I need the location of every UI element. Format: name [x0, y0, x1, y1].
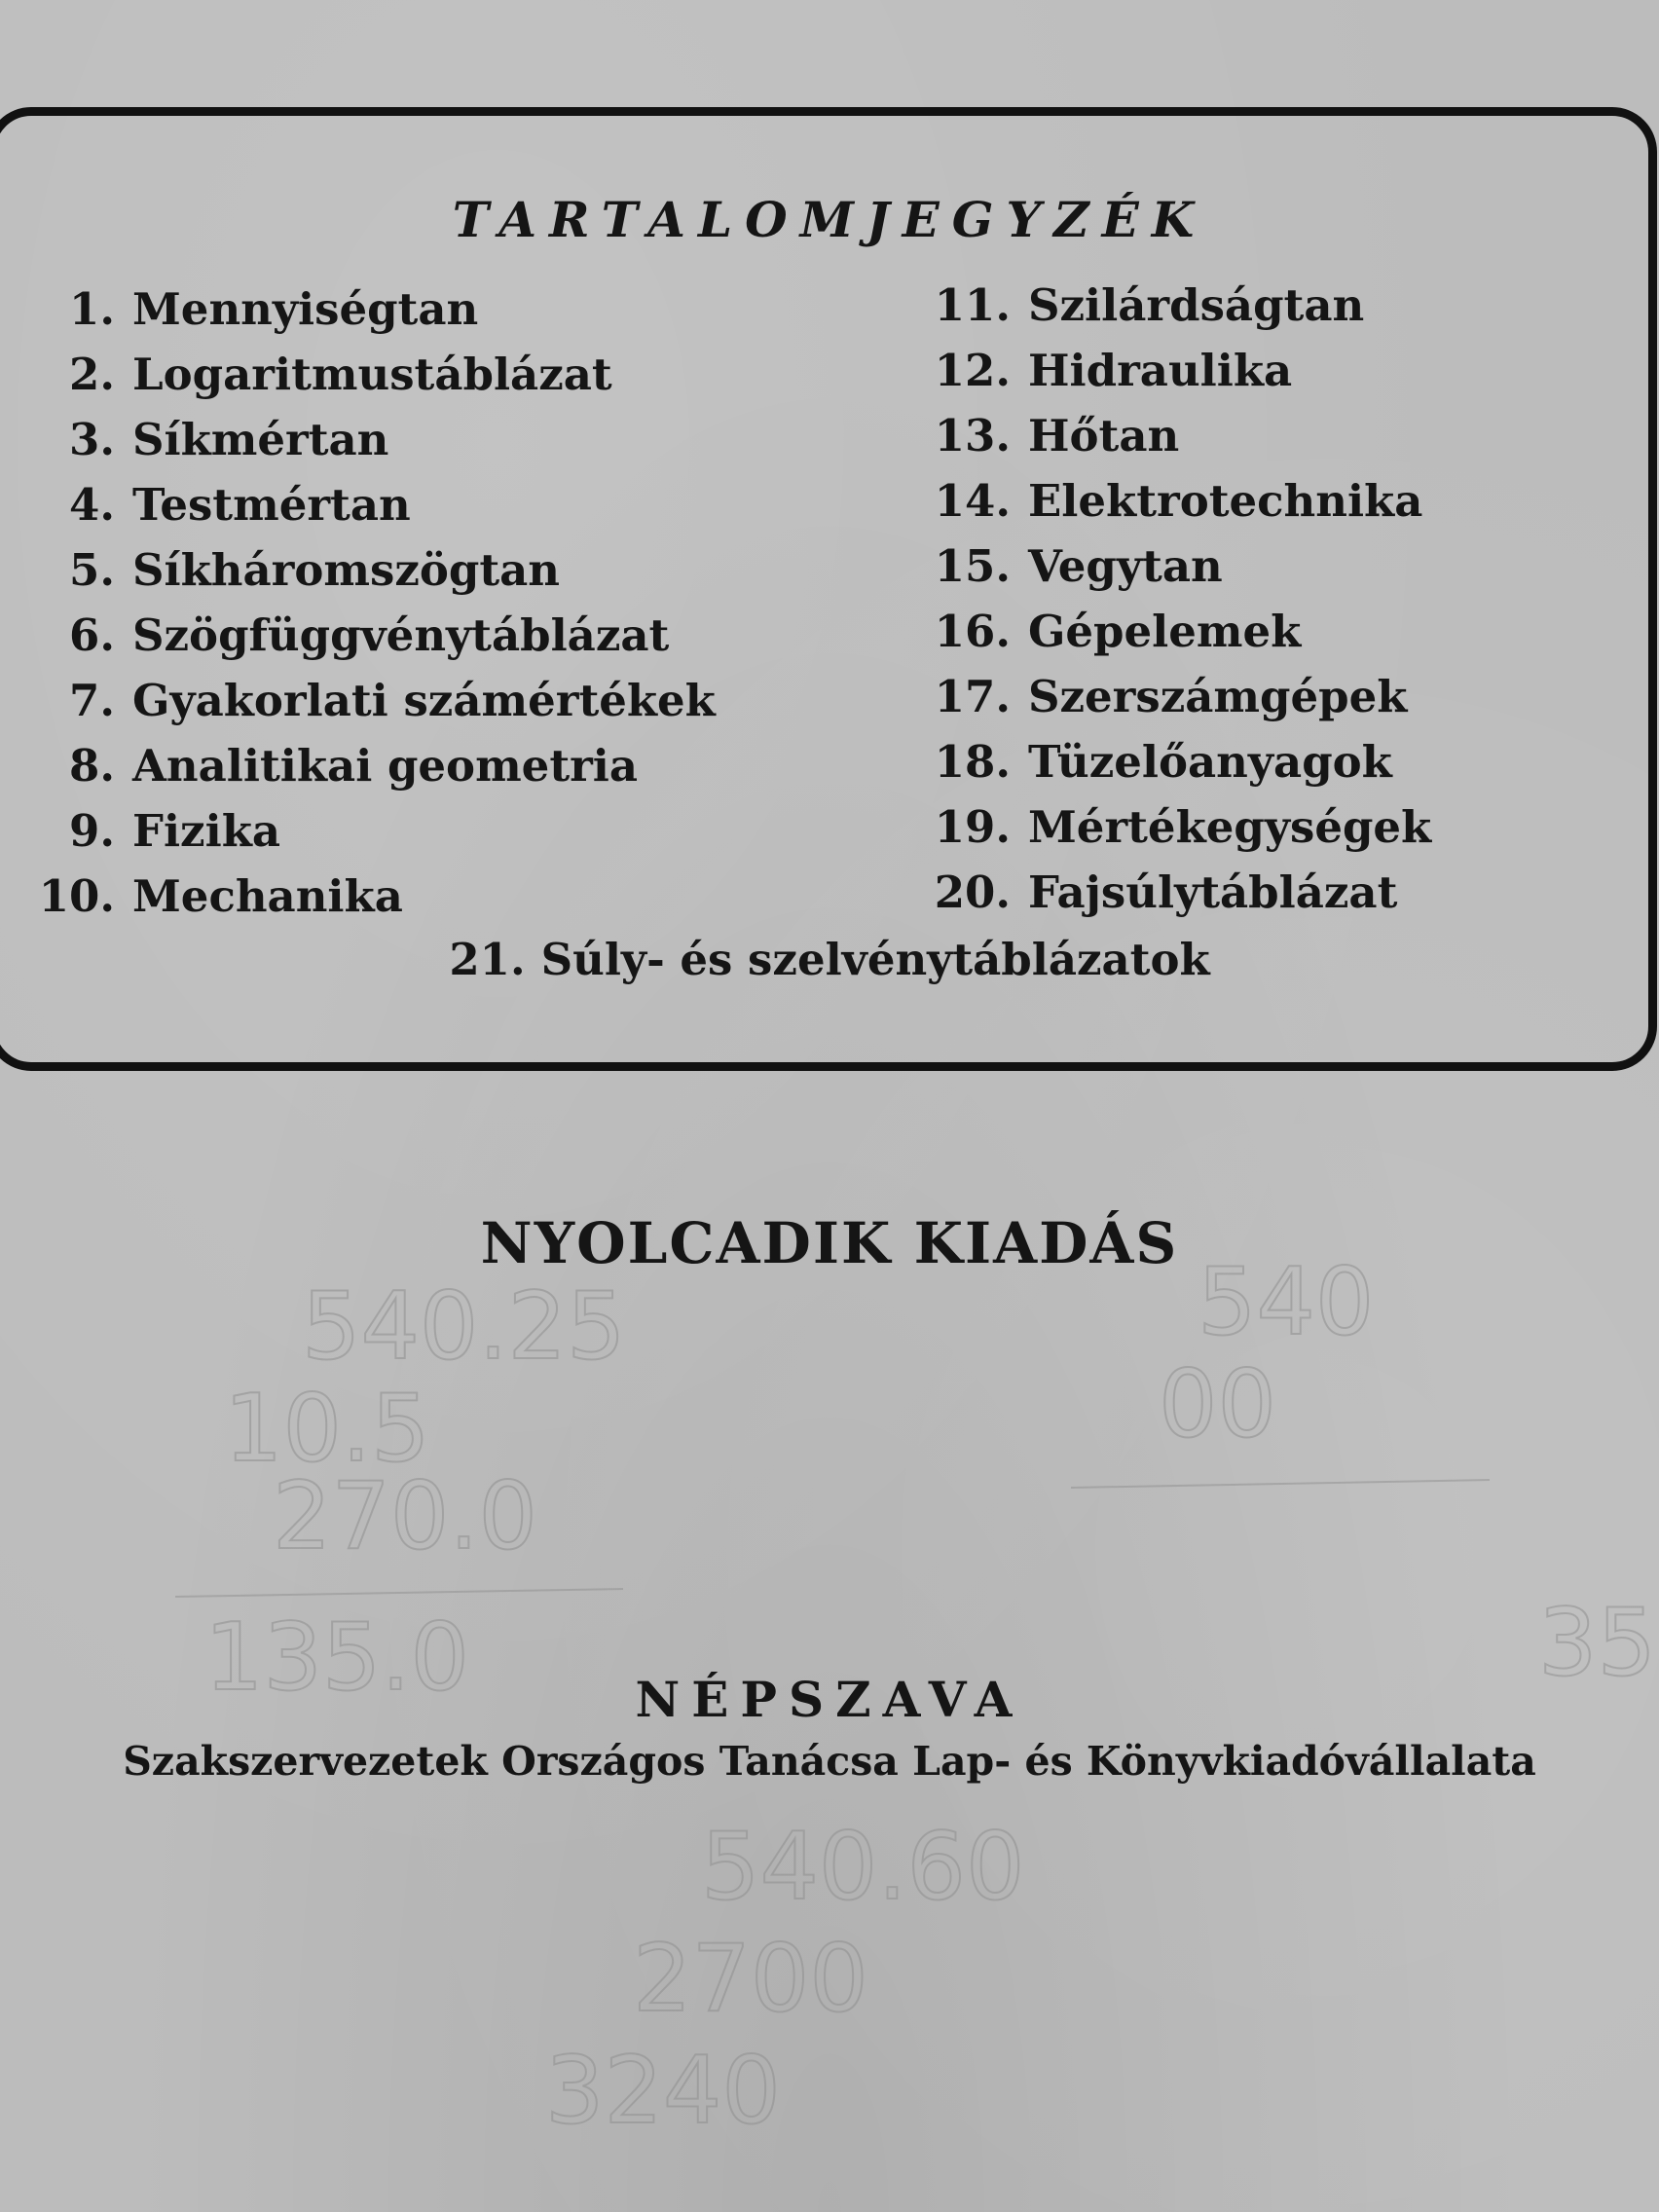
pencil-line	[175, 1589, 623, 1597]
item-title: Gyakorlati számértékek	[132, 675, 716, 726]
pencil-line	[1071, 1480, 1490, 1488]
pencil-mark: 540.25	[302, 1273, 626, 1381]
item-title: Fizika	[132, 805, 281, 857]
item-title: Síkháromszögtan	[132, 544, 561, 596]
item-title: Mennyiségtan	[132, 283, 479, 335]
item-number: 5.	[69, 544, 115, 596]
pencil-mark: 540.60	[701, 1814, 1025, 1921]
contents-item	[27, 407, 903, 472]
contents-title: TARTALOMJEGYZÉK	[452, 191, 1207, 248]
contents-item	[913, 794, 1634, 860]
contents-item	[27, 864, 903, 929]
item-number: 8.	[69, 740, 115, 792]
item-title: Hidraulika	[1028, 345, 1293, 396]
contents-item	[27, 733, 903, 798]
item-title: Analitikai geometria	[132, 740, 639, 792]
pencil-mark: 135.0	[204, 1604, 469, 1712]
item-title: Fajsúlytáblázat	[1028, 866, 1398, 918]
contents-item	[913, 338, 1634, 403]
contents-item	[27, 537, 903, 603]
item-number: 12.	[934, 345, 1011, 396]
item-number: 20.	[934, 866, 1011, 918]
contents-item	[913, 729, 1634, 794]
publisher-subtitle: Szakszervezetek Országos Tanácsa Lap- és Könyvkiadóvállalata	[123, 1738, 1536, 1785]
item-title: Logaritmustáblázat	[132, 349, 612, 400]
contents-list-left	[27, 276, 903, 929]
item-title: Szerszámgépek	[1028, 671, 1408, 722]
item-title: Tüzelőanyagok	[1028, 736, 1392, 788]
contents-item-centered	[0, 927, 1659, 992]
pencil-mark: 35	[1538, 1590, 1656, 1697]
pencil-mark: 540	[1198, 1249, 1375, 1356]
item-title: Szilárdságtan	[1028, 279, 1365, 331]
item-number: 1.	[69, 283, 115, 335]
pencil-mark: 270.0	[273, 1463, 537, 1570]
contents-item	[913, 403, 1634, 468]
pencil-mark: 3240	[545, 2038, 781, 2145]
item-number: 18.	[934, 736, 1011, 788]
item-number: 16.	[934, 606, 1011, 657]
item-number: 3.	[69, 414, 115, 465]
contents-item	[27, 342, 903, 407]
item-number: 19.	[934, 801, 1011, 853]
item-title: Gépelemek	[1028, 606, 1302, 657]
item-number: 6.	[69, 609, 115, 661]
item-title: Szögfüggvénytáblázat	[132, 609, 670, 661]
item-number: 21.	[449, 934, 526, 985]
item-number: 14.	[934, 475, 1011, 527]
contents-item	[913, 860, 1634, 925]
item-title: Hőtan	[1028, 410, 1180, 461]
item-number: 9.	[69, 805, 115, 857]
item-number: 7.	[69, 675, 115, 726]
contents-item	[913, 664, 1634, 729]
pencil-mark: 00	[1159, 1351, 1276, 1458]
contents-item	[27, 798, 903, 864]
item-title: Mértékegységek	[1028, 801, 1432, 853]
pencil-mark: 2700	[633, 1926, 868, 2033]
item-title: Vegytan	[1028, 540, 1223, 592]
item-number: 17.	[934, 671, 1011, 722]
item-number: 13.	[934, 410, 1011, 461]
item-number: 2.	[69, 349, 115, 400]
item-title: Elektrotechnika	[1028, 475, 1423, 527]
item-title: Testmértan	[132, 479, 411, 531]
contents-item	[913, 534, 1634, 599]
item-title: Mechanika	[132, 870, 403, 922]
contents-item	[27, 603, 903, 668]
contents-item	[913, 273, 1634, 338]
pencil-mark: 10.5	[224, 1376, 430, 1483]
contents-item	[913, 599, 1634, 664]
contents-item	[27, 472, 903, 537]
publisher-name: NÉPSZAVA	[635, 1671, 1024, 1728]
contents-item	[913, 468, 1634, 534]
item-title: Súly- és szelvénytáblázatok	[540, 934, 1210, 985]
item-number: 10.	[38, 870, 115, 922]
item-number: 4.	[69, 479, 115, 531]
item-number: 11.	[934, 279, 1011, 331]
contents-item	[27, 276, 903, 342]
contents-list-right	[913, 273, 1634, 925]
item-title: Síkmértan	[132, 414, 389, 465]
item-number: 15.	[934, 540, 1011, 592]
contents-item	[27, 668, 903, 733]
edition-label: NYOLCADIK KIADÁS	[480, 1210, 1179, 1276]
